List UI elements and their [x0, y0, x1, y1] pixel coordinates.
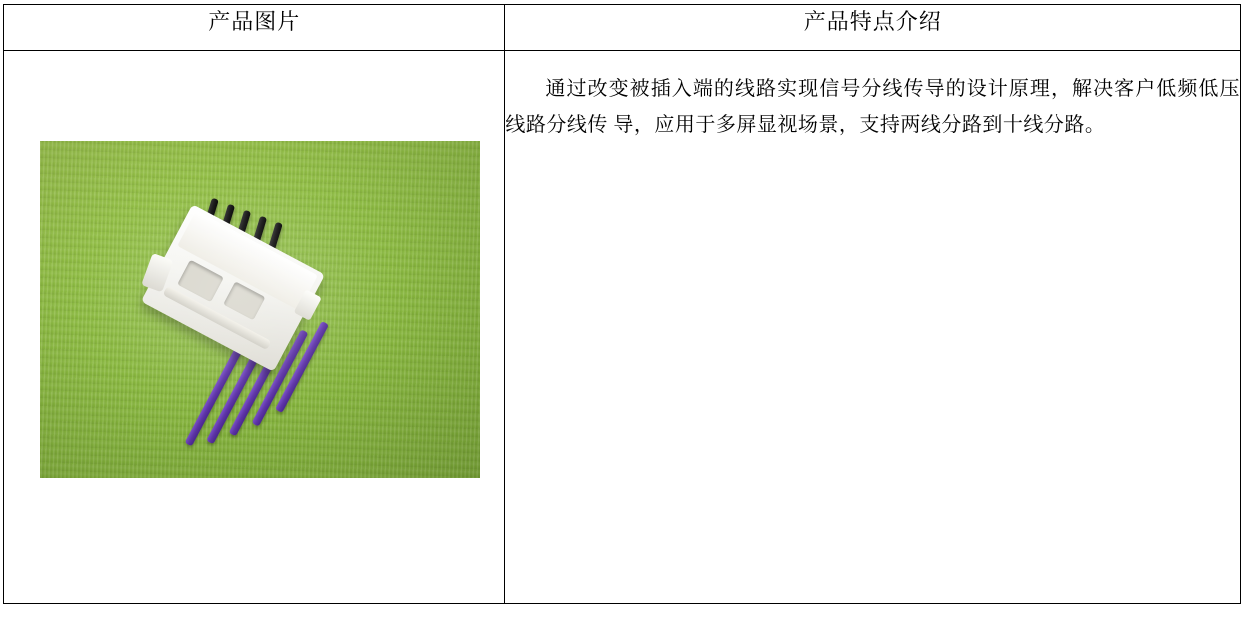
photo-vignette	[40, 141, 480, 478]
column-header-product-image: 产品图片	[4, 5, 505, 51]
product-description-cell	[505, 51, 1241, 604]
product-image-cell	[4, 51, 505, 604]
product-description-text: 通过改变被插入端的线路实现信号分线传导的设计原理，解决客户低频低压线路分线传 导，应用于多屏显视场景，支持两线分路到十线分路。	[505, 78, 1240, 136]
product-table	[3, 4, 1241, 604]
document-page	[0, 4, 1243, 619]
column-header-product-features: 产品特点介绍	[505, 5, 1241, 51]
table-header-row	[4, 5, 1241, 51]
table-row	[4, 51, 1241, 604]
product-photo	[40, 141, 480, 478]
